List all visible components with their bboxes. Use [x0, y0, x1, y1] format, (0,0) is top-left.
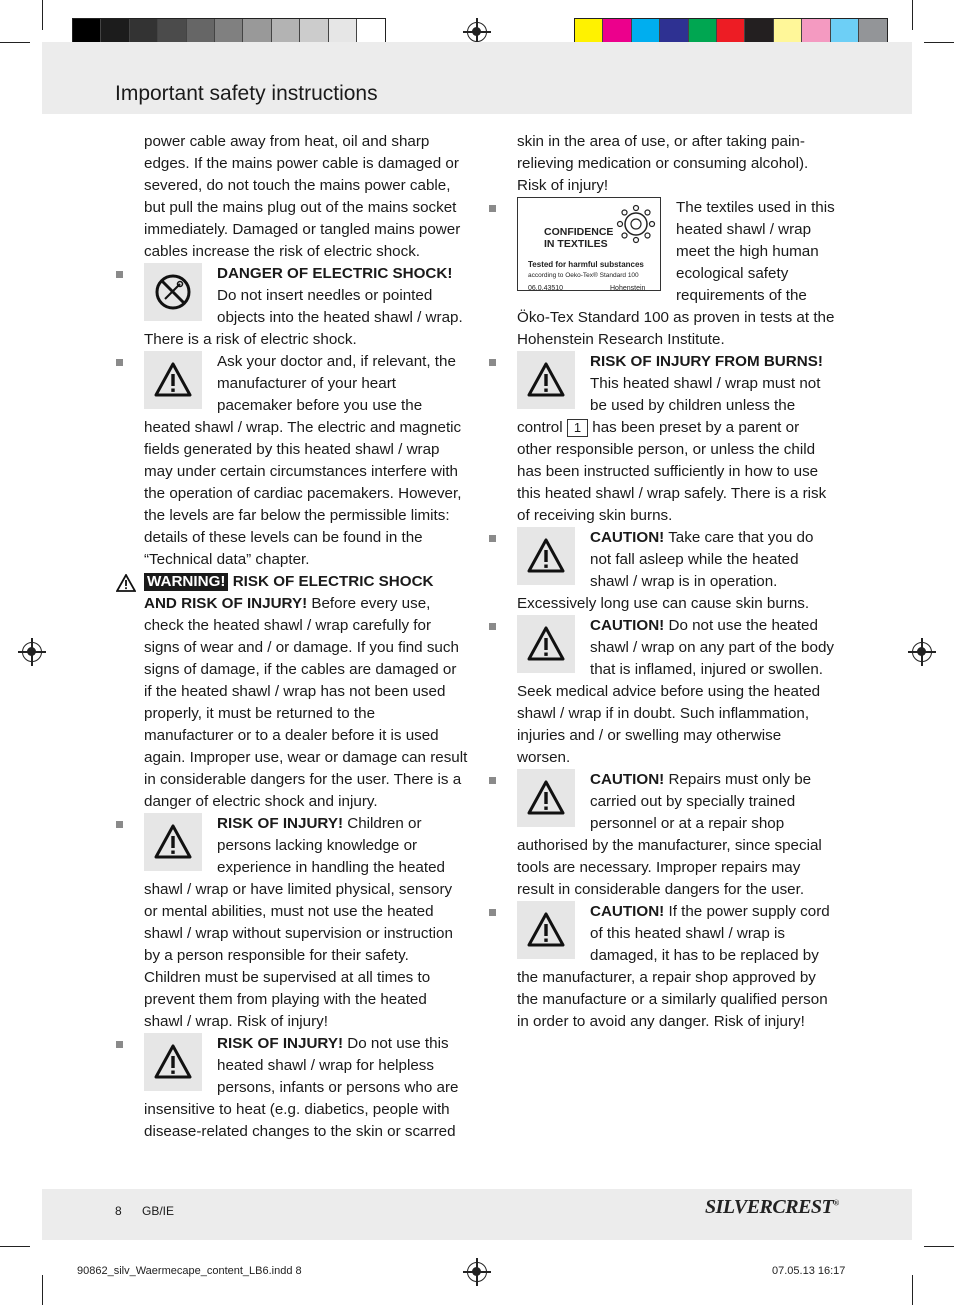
cert-line2: IN TEXTILES — [544, 238, 608, 250]
intro-paragraph: skin in the area of use, or after taking pain-relieving medication or consuming alcohol). Risk of injury! — [517, 133, 809, 194]
item-heading: RISK OF INJURY! — [217, 815, 344, 832]
list-item — [144, 1033, 468, 1143]
item-text: Repairs must only be carried out by specially trained personnel or at a repair shop authorised by the manufacturer, since special tools are necessary. Improper repairs may result in considerable dangers for the user. — [517, 771, 822, 898]
item-text: has been preset by a parent or other responsible person, or unless the child has been instructed sufficiently in how to use this heated shawl / wrap safely. There is a risk of receiving skin burns. — [517, 419, 827, 524]
item-heading: CAUTION! — [590, 903, 665, 920]
warning-icon — [116, 574, 136, 599]
list-item — [517, 615, 837, 769]
page-title: Important safety instructions — [115, 82, 378, 105]
item-text: This heated shawl / wrap must not be used by children unless the control — [517, 375, 821, 436]
list-item — [517, 901, 837, 1033]
crop-mark — [42, 1275, 43, 1305]
slug-filename: 90862_silv_Waermecape_content_LB6.indd 8 — [77, 1265, 302, 1277]
warning-icon — [517, 527, 575, 585]
item-heading: DANGER OF ELECTRIC SHOCK! — [217, 265, 453, 282]
item-text: Take care that you do not fall asleep while the heated shawl / wrap is in operation. Excessively long use can cause skin burns. — [517, 529, 814, 612]
list-item — [517, 351, 837, 527]
bullet — [489, 359, 496, 366]
cert-line3: Tested for harmful substances — [528, 260, 644, 269]
item-heading: CAUTION! — [590, 529, 665, 546]
right-column — [517, 131, 837, 1033]
item-text: Do not use this heated shawl / wrap for helpless persons, infants or persons who are insensitive to heat (e.g. diabetics, people with disease-related changes to the skin or scarred — [144, 1035, 459, 1140]
item-text: If the power supply cord of this heated shawl / wrap is damaged, it has to be replaced by the manufacturer, a repair shop approved by the manufacture or a similarly qualified person in order to avoid any danger. Risk of injury! — [517, 903, 830, 1030]
registration-mark-icon — [22, 642, 42, 662]
crop-mark — [912, 0, 913, 30]
item-text: Children or persons lacking knowledge or experience in handling the heated shawl / wrap or have limited physical, sensory or mental abilities, must not use the heated shawl / wrap without supervision or instruction by a person responsible for their safety. Children must be supervised at all times to prevent them from playing with the heated shawl / wrap. Risk of injury! — [144, 815, 453, 1030]
bullet — [489, 623, 496, 630]
warning-block — [144, 571, 468, 813]
crop-mark — [0, 1246, 30, 1247]
bullet — [489, 205, 496, 212]
no-needles-icon — [144, 263, 202, 321]
bullet — [489, 777, 496, 784]
cert-number: 06.0.43510 — [528, 285, 564, 291]
warning-icon — [517, 351, 575, 409]
warning-heading: RISK OF ELECTRIC SHOCK AND RISK OF INJURY! — [144, 573, 434, 612]
intro-paragraph: power cable away from heat, oil and sharp edges. If the mains power cable is damaged or severed, do not touch the mains power cable, but pull the mains plug out of the mains socket immediately. Damaged or tangled mains power cables increase the risk of electric shock. — [144, 133, 461, 260]
textile-globe-icon — [616, 204, 656, 244]
warning-icon — [517, 769, 575, 827]
crop-mark — [912, 1275, 913, 1305]
left-column — [144, 131, 468, 1143]
warning-icon — [517, 615, 575, 673]
item-text: The textiles used in this heated shawl / wrap meet the high human ecological safety requirements of the Öko-Tex Standard 100 as proven in tests at the Hohenstein Research Institute. — [517, 199, 835, 348]
item-heading: RISK OF INJURY! — [217, 1035, 344, 1052]
item-text: Ask your doctor and, if relevant, the manufacturer of your heart pacemaker before you use the heated shawl / wrap. The electric and magnetic fields generated by this heated shawl / wrap may under certain circumstances interfere with the operation of cardiac pacemakers. However, the levels are far below the permissible limits: details of these levels can be found in the “Technical data” chapter. — [144, 353, 462, 568]
list-item — [517, 197, 837, 351]
list-item — [144, 351, 468, 571]
item-heading: RISK OF INJURY FROM BURNS! — [590, 353, 823, 370]
crop-mark — [0, 42, 30, 43]
warning-text: Before every use, check the heated shawl / wrap carefully for signs of wear and / or damage. If you find such signs of damage, if the cables are damaged or if the heated shawl / wrap has not been used properly, it must be returned to the manufacturer or to a dealer before it is used again. Improper use, wear or damage can result in considerable dangers for the user. There is a danger of electric shock and injury. — [144, 595, 468, 810]
list-item — [144, 263, 468, 351]
list-item — [517, 769, 837, 901]
bullet — [489, 909, 496, 916]
cert-line1: CONFIDENCE — [544, 226, 614, 238]
bullet — [116, 271, 123, 278]
warning-icon — [144, 813, 202, 871]
crop-mark — [924, 1246, 954, 1247]
warning-icon — [517, 901, 575, 959]
item-heading: CAUTION! — [590, 771, 665, 788]
cert-institute: Hohenstein — [610, 285, 646, 291]
bullet — [116, 1041, 123, 1048]
warning-icon — [144, 1033, 202, 1091]
list-item — [144, 813, 468, 1033]
item-text: Do not use the heated shawl / wrap on any part of the body that is inflamed, injured or swollen. Seek medical advice before using the heated shawl / wrap if in doubt. Such inflammation, injuries and / or swelling may otherwise worsen. — [517, 617, 834, 766]
warning-icon — [144, 351, 202, 409]
list-item — [517, 527, 837, 615]
registration-mark-icon — [912, 642, 932, 662]
warning-label: WARNING! — [144, 573, 228, 591]
registration-mark-icon — [467, 22, 487, 42]
item-text: Do not insert needles or pointed objects into the heated shawl / wrap. There is a risk of electric shock. — [144, 287, 463, 348]
registration-mark-icon — [467, 1262, 487, 1282]
item-heading: CAUTION! — [590, 617, 665, 634]
oeko-tex-certificate — [517, 197, 661, 291]
language-code: GB/IE — [142, 1204, 175, 1218]
page-number: 8 — [115, 1204, 122, 1218]
bullet — [116, 821, 123, 828]
brand-logo: SILVERCREST® — [705, 1196, 839, 1218]
crop-mark — [924, 42, 954, 43]
slug-date: 07.05.13 16:17 — [772, 1265, 846, 1277]
cert-line4: according to Oeko-Tex® Standard 100 — [528, 272, 639, 279]
crop-mark — [42, 0, 43, 30]
bullet — [116, 359, 123, 366]
bullet — [489, 535, 496, 542]
control-label: 1 — [567, 419, 588, 437]
